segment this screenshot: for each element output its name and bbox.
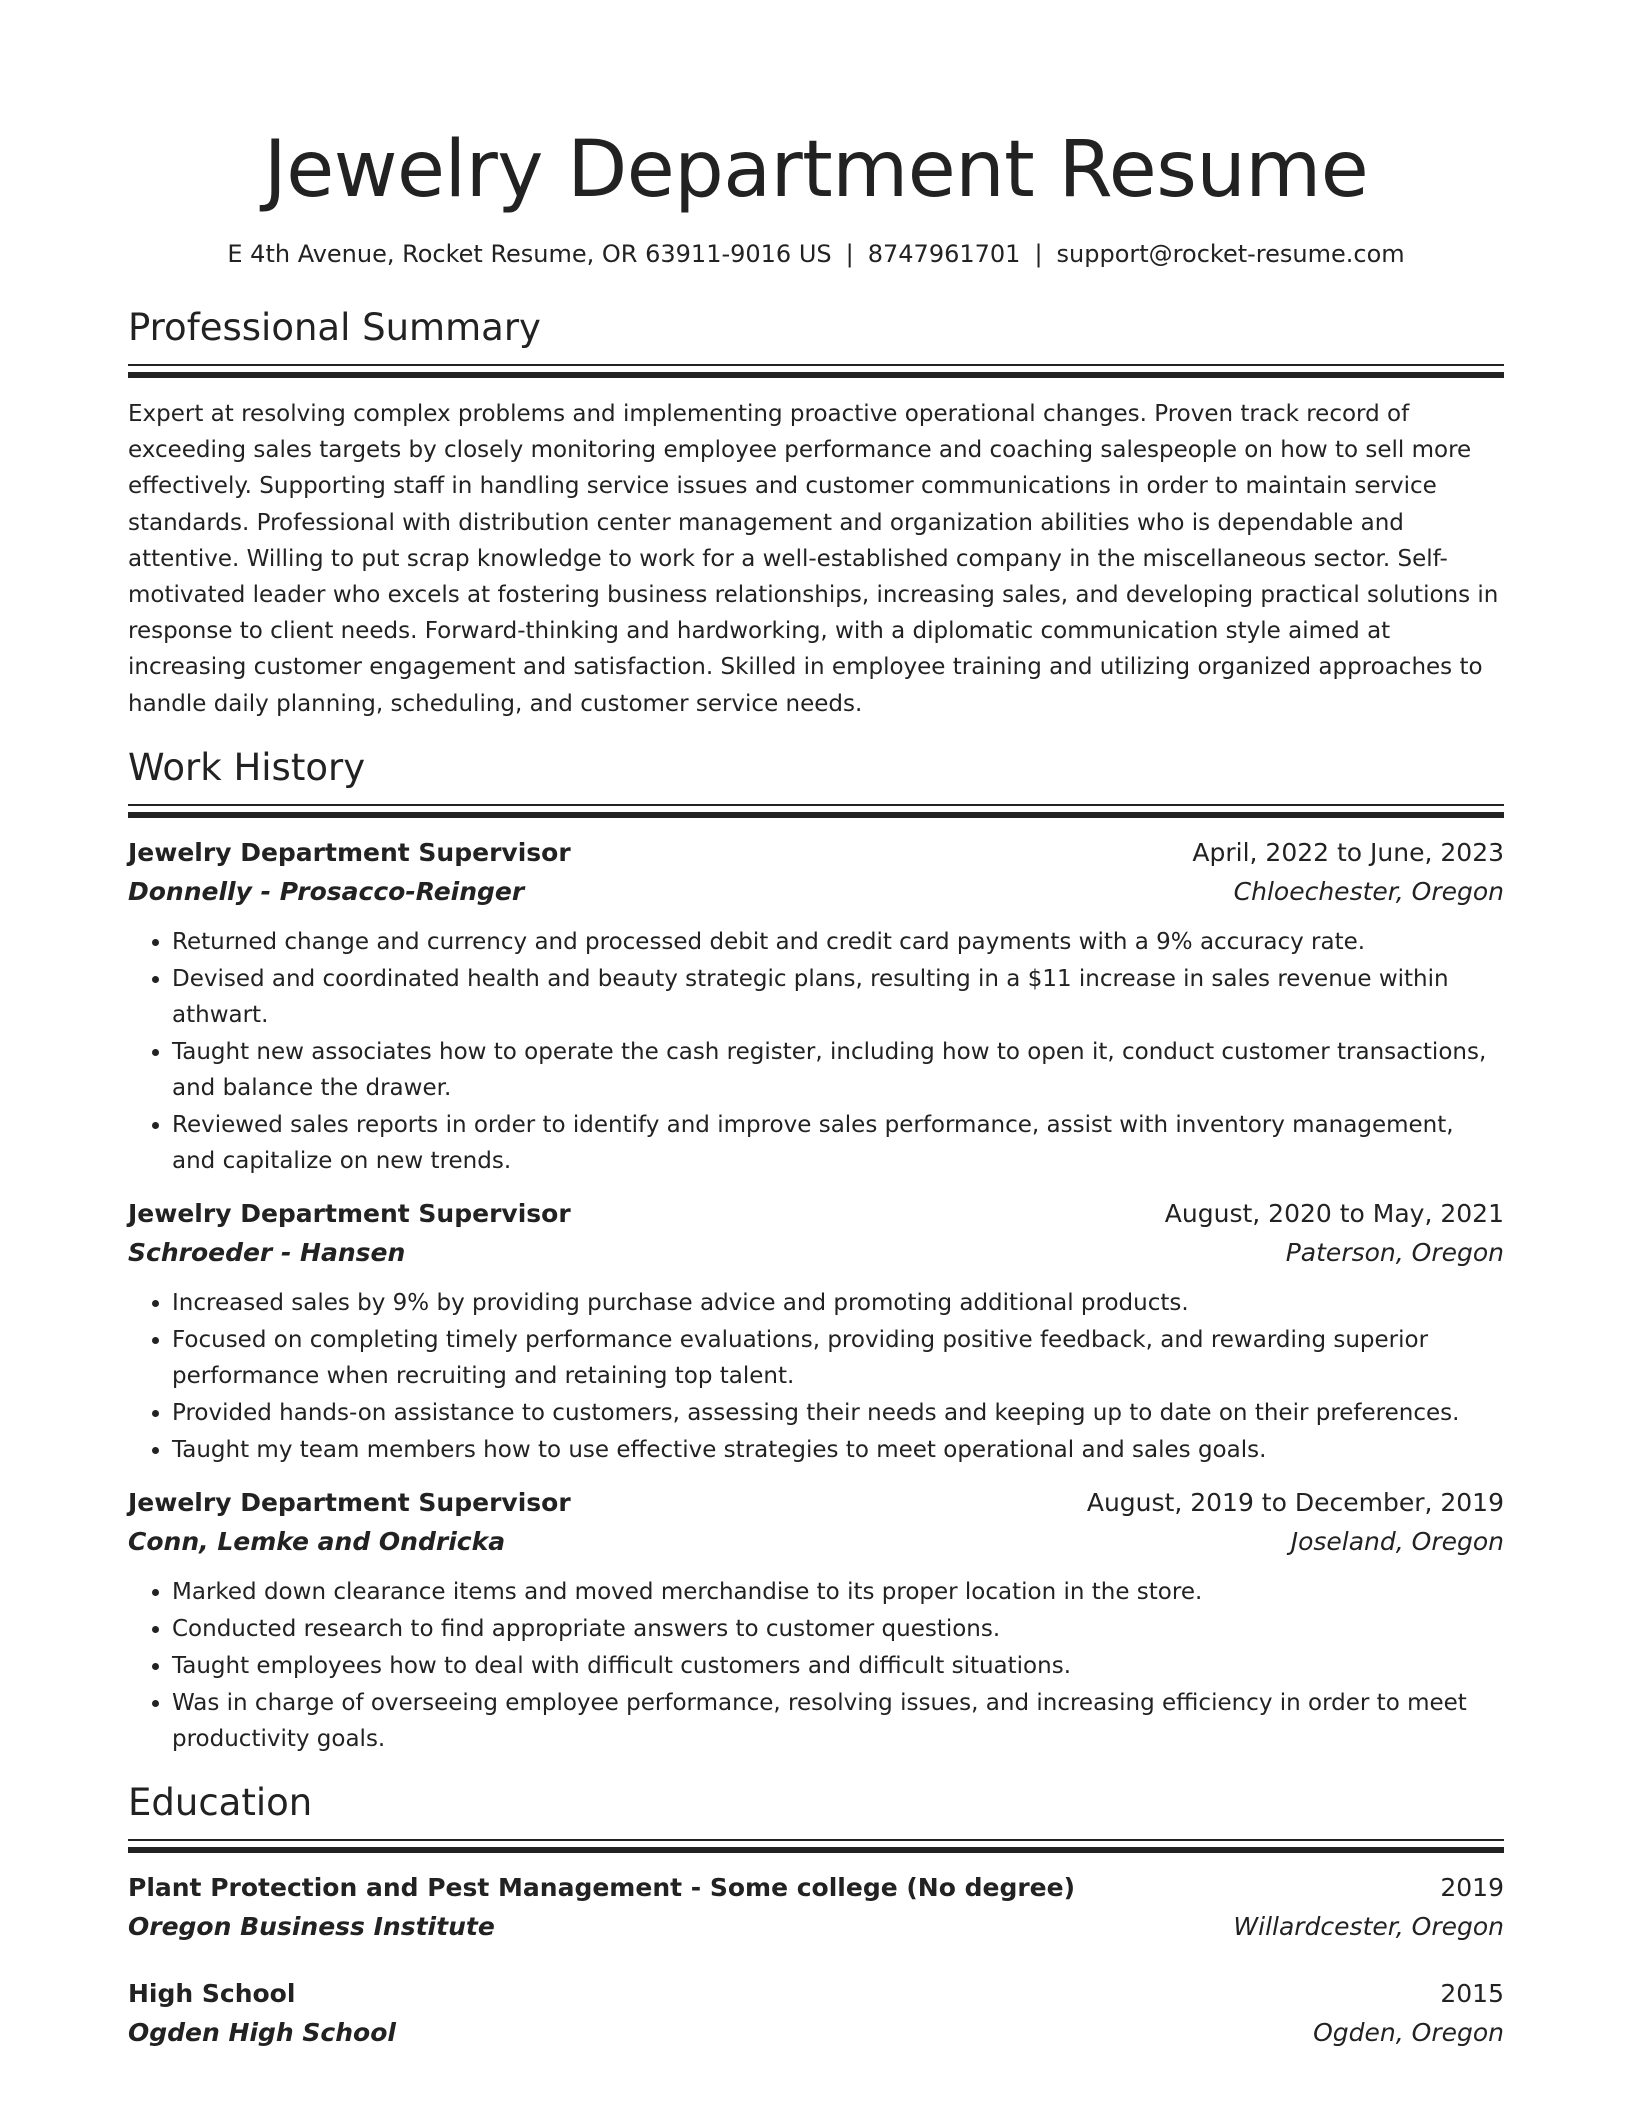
list-item: • Focused on completing timely performance evaluations, providing positive feedback, and rewarding superior performance when recruiting and retaining top talent. [172, 1322, 1504, 1394]
section-title-education: Education [128, 1780, 313, 1824]
list-item: • Marked down clearance items and moved merchandise to its proper location in the store. [172, 1574, 1504, 1610]
summary-text: Expert at resolving complex problems and implementing proactive operational changes. Proven track record of exceeding sales targets by closely monitoring employee performance and coaching salespeople on how to sell more effectively. Supporting staff in handling service issues and customer communications in order to maintain service standards. Professional with distribution center management and organization abilities who is dependable and attentive. Willing to put scrap knowledge to work for a well-established company in the miscellaneous sector. Self-motivated leader who excels at fostering business relationships, increasing sales, and developing practical solutions in response to client needs. Forward-thinking and hardworking, with a diplomatic communication style aimed at increasing customer engagement and satisfaction. Skilled in employee training and utilizing organized approaches to handle daily planning, scheduling, and customer service needs. [128, 401, 1499, 717]
job-company: Conn, Lemke and Ondricka [128, 1526, 506, 1556]
section-divider [128, 804, 1504, 806]
contact-separator: | [845, 240, 854, 268]
education-year: 2019 [1440, 1872, 1504, 1902]
list-item: • Increased sales by 9% by providing purchase advice and promoting additional products. [172, 1285, 1504, 1321]
job-dates: August, 2020 to May, 2021 [1164, 1198, 1504, 1228]
education-location: Willardcester, Oregon [1233, 1911, 1504, 1941]
job-company: Donnelly - Prosacco-Reinger [128, 876, 525, 906]
contact-address: E 4th Avenue, Rocket Resume, OR 63911-9016 US [227, 240, 832, 268]
contact-email: support@rocket-resume.com [1056, 240, 1405, 268]
section-divider-thick [128, 1847, 1504, 1853]
job-header-row [128, 1195, 1504, 1233]
resume-page [128, 0, 1504, 2053]
list-item: • Reviewed sales reports in order to identify and improve sales performance, assist with inventory management, and capitalize on new trends. [172, 1107, 1504, 1179]
list-item: • Provided hands-on assistance to customers, assessing their needs and keeping up to date on their preferences. [172, 1395, 1504, 1431]
job-bullets [128, 1285, 1504, 1468]
education-school-row [128, 1907, 1504, 1947]
section-divider [128, 1839, 1504, 1841]
education-entry [128, 1975, 1504, 2053]
job-bullets [128, 924, 1504, 1179]
list-item: • Was in charge of overseeing employee performance, resolving issues, and increasing efficiency in order to meet productivity goals. [172, 1685, 1504, 1757]
contact-phone: 8747961701 [867, 240, 1021, 268]
resume-header [128, 122, 1504, 270]
section-title-summary: Professional Summary [128, 306, 541, 349]
job-dates: August, 2019 to December, 2019 [1086, 1487, 1504, 1517]
education-header-row [128, 1869, 1504, 1907]
work-history-section [128, 746, 1504, 1757]
education-location: Ogden, Oregon [1313, 2017, 1504, 2047]
job-entry [128, 1484, 1504, 1757]
job-location: Chloechester, Oregon [1233, 876, 1504, 906]
list-item: • Returned change and currency and processed debit and credit card payments with a 9% accuracy rate. [172, 924, 1504, 960]
section-divider-thick [128, 812, 1504, 818]
education-year: 2015 [1440, 1978, 1504, 2008]
education-school: Oregon Business Institute [128, 1911, 495, 1941]
resume-name: Jewelry Department Resume [263, 125, 1369, 215]
job-company-row [128, 1522, 1504, 1562]
job-bullets [128, 1574, 1504, 1757]
list-item: • Conducted research to find appropriate answers to customer questions. [172, 1611, 1504, 1647]
job-title: Jewelry Department Supervisor [128, 1198, 571, 1228]
education-degree: High School [128, 1978, 296, 2008]
section-divider [128, 364, 1504, 366]
job-title: Jewelry Department Supervisor [128, 837, 571, 867]
list-item: • Taught employees how to deal with difficult customers and difficult situations. [172, 1648, 1504, 1684]
contact-line [128, 238, 1504, 270]
section-divider-thick [128, 372, 1504, 378]
job-location: Joseland, Oregon [1290, 1526, 1504, 1556]
list-item: • Devised and coordinated health and beauty strategic plans, resulting in a $11 increase in sales revenue within athwart. [172, 961, 1504, 1033]
education-section [128, 1781, 1504, 2053]
contact-separator: | [1034, 240, 1043, 268]
education-school-row [128, 2013, 1504, 2053]
job-company-row [128, 872, 1504, 912]
education-header-row [128, 1975, 1504, 2013]
job-dates: April, 2022 to June, 2023 [1192, 837, 1504, 867]
list-item: • Taught new associates how to operate the cash register, including how to open it, conduct customer transactions, and balance the drawer. [172, 1034, 1504, 1106]
summary-section [128, 306, 1504, 722]
job-company: Schroeder - Hansen [128, 1237, 406, 1267]
education-degree: Plant Protection and Pest Management - Some college (No degree) [128, 1872, 1076, 1902]
job-header-row [128, 1484, 1504, 1522]
job-title: Jewelry Department Supervisor [128, 1487, 571, 1517]
job-header-row [128, 834, 1504, 872]
job-entry [128, 1195, 1504, 1468]
section-title-work: Work History [128, 745, 366, 789]
job-company-row [128, 1233, 1504, 1273]
job-location: Paterson, Oregon [1285, 1237, 1504, 1267]
education-entry [128, 1869, 1504, 1947]
list-item: • Taught my team members how to use effective strategies to meet operational and sales goals. [172, 1432, 1504, 1468]
job-entry [128, 834, 1504, 1179]
education-school: Ogden High School [128, 2017, 396, 2047]
